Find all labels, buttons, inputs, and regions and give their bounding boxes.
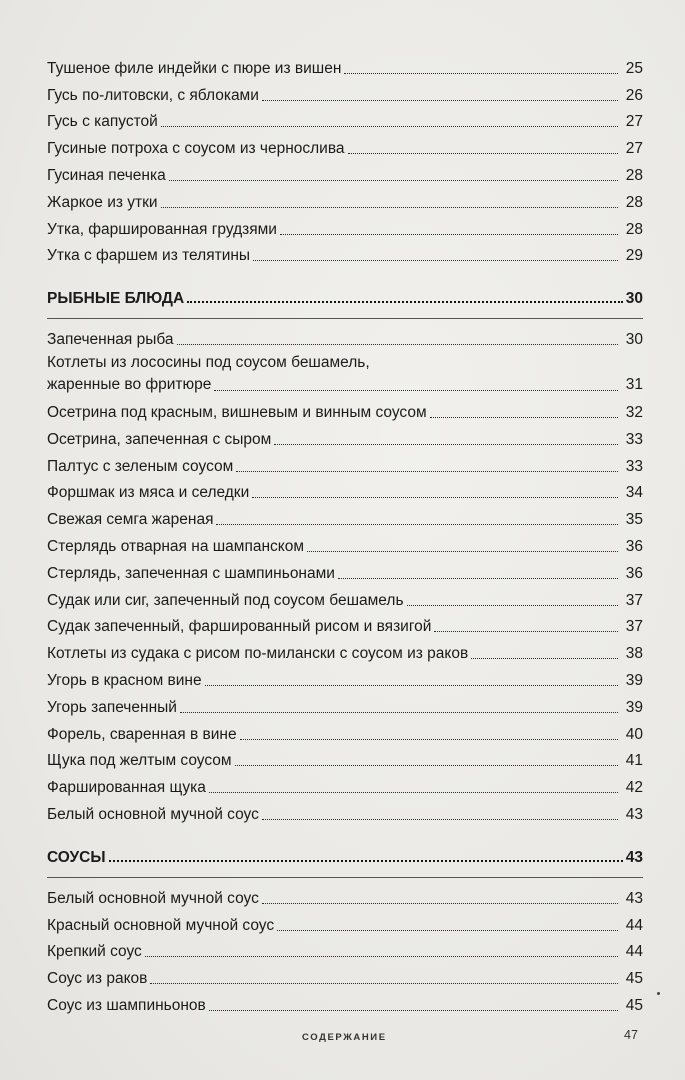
leader-dots	[109, 860, 623, 862]
section-title: СОУСЫ	[47, 848, 106, 866]
entry-title: Утка, фаршированная грудзями	[47, 220, 277, 238]
toc-entry	[47, 186, 643, 213]
entry-page: 29	[625, 247, 643, 265]
entry-page: 30	[625, 331, 643, 349]
entry-page: 36	[625, 564, 643, 582]
entry-title: Гусь с капустой	[47, 113, 158, 131]
leader-dots	[209, 1010, 618, 1011]
toc-entry	[47, 557, 643, 584]
toc-entry	[47, 909, 643, 936]
leader-dots	[280, 234, 618, 235]
leader-dots	[277, 930, 618, 931]
leader-dots	[216, 524, 618, 525]
leader-dots	[150, 983, 618, 984]
leader-dots	[262, 100, 618, 101]
entry-title: Жаркое из утки	[47, 193, 158, 211]
leader-dots	[169, 180, 618, 181]
toc-entry	[47, 530, 643, 557]
toc-entry	[47, 79, 643, 106]
leader-dots	[236, 471, 618, 472]
entry-title: Тушеное филе индейки с пюре из вишен	[47, 59, 342, 77]
leader-dots	[240, 739, 618, 740]
leader-dots	[471, 658, 618, 659]
entry-title: Красный основной мучной соус	[47, 916, 275, 934]
toc-entry	[47, 132, 643, 159]
entry-page: 26	[625, 86, 643, 104]
toc-entry	[47, 396, 643, 423]
leader-dots	[187, 301, 623, 303]
leader-dots	[262, 903, 618, 904]
entry-page: 31	[625, 376, 643, 394]
leader-dots	[177, 344, 618, 345]
leader-dots	[209, 792, 618, 793]
toc-entry	[47, 584, 643, 611]
toc-entry	[47, 450, 643, 477]
toc-entry	[47, 423, 643, 450]
entry-title: Свежая семга жареная	[47, 511, 214, 529]
entry-title: Запеченная рыба	[47, 331, 174, 349]
entry-page: 33	[625, 430, 643, 448]
entry-title: Крепкий соус	[47, 943, 142, 961]
toc-entry	[47, 477, 643, 504]
leader-dots	[407, 605, 618, 606]
entry-page: 33	[625, 457, 643, 475]
entry-page: 32	[625, 403, 643, 421]
entry-page: 27	[625, 140, 643, 158]
section-heading-fish	[47, 284, 643, 308]
entry-title: Гусь по-литовски, с яблоками	[47, 86, 259, 104]
toc-entry	[47, 159, 643, 186]
toc-entry	[47, 240, 643, 267]
toc-entry	[47, 771, 643, 798]
toc-entry	[47, 691, 643, 718]
entry-page: 34	[625, 484, 643, 502]
section-page: 43	[625, 848, 643, 866]
page-number: 47	[624, 1028, 638, 1042]
toc-entry	[47, 718, 643, 745]
entry-page: 28	[625, 220, 643, 238]
entry-title: Щука под желтым соусом	[47, 752, 232, 770]
entry-title: Белый основной мучной соус	[47, 889, 259, 907]
entry-page: 41	[625, 752, 643, 770]
entry-title-line-2: жаренные во фритюре	[47, 376, 212, 394]
section-heading-sauces	[47, 843, 643, 867]
toc-entry	[47, 882, 643, 909]
leader-dots	[161, 207, 618, 208]
toc-group-fish	[47, 396, 643, 825]
leader-dots	[252, 497, 618, 498]
toc-group-poultry	[47, 52, 643, 266]
leader-dots	[180, 712, 618, 713]
leader-dots	[338, 578, 618, 579]
leader-dots	[253, 260, 618, 261]
entry-page: 43	[625, 805, 643, 823]
entry-page: 44	[625, 943, 643, 961]
paper-speck	[657, 992, 660, 995]
entry-title: Утка с фаршем из телятины	[47, 247, 251, 265]
toc-entry	[47, 936, 643, 963]
entry-title: Соус из раков	[47, 970, 148, 988]
entry-title: Форшмак из мяса и селедки	[47, 484, 250, 502]
leader-dots	[214, 390, 618, 391]
running-footer-title: СОДЕРЖАНИЕ	[302, 1032, 387, 1043]
entry-page: 28	[625, 166, 643, 184]
entry-title: Котлеты из судака с рисом по-милански с соусом из раков	[47, 645, 469, 663]
toc-entry	[47, 798, 643, 825]
entry-page: 28	[625, 193, 643, 211]
leader-dots	[161, 126, 618, 127]
entry-title: Соус из шампиньонов	[47, 996, 206, 1014]
toc-entry-multiline	[47, 352, 643, 396]
entry-title: Осетрина, запеченная с сыром	[47, 430, 272, 448]
toc-entry	[47, 106, 643, 133]
entry-title: Стерлядь, запеченная с шампиньонами	[47, 564, 335, 582]
entry-title: Осетрина под красным, вишневым и винным соусом	[47, 403, 427, 421]
entry-page: 35	[625, 511, 643, 529]
entry-title: Фаршированная щука	[47, 779, 206, 797]
leader-dots	[205, 685, 618, 686]
toc-entry	[47, 52, 643, 79]
entry-page: 38	[625, 645, 643, 663]
entry-title: Гусиная печенка	[47, 166, 166, 184]
table-of-contents	[47, 52, 643, 1016]
entry-page: 39	[625, 698, 643, 716]
section-page: 30	[625, 290, 643, 308]
entry-page: 44	[625, 916, 643, 934]
entry-page: 36	[625, 537, 643, 555]
entry-title: Стерлядь отварная на шампанском	[47, 537, 305, 555]
leader-dots	[430, 417, 618, 418]
entry-page: 27	[625, 113, 643, 131]
entry-page: 39	[625, 671, 643, 689]
entry-title: Судак запеченный, фаршированный рисом и вязигой	[47, 618, 432, 636]
entry-page: 40	[625, 725, 643, 743]
toc-entry	[47, 611, 643, 638]
leader-dots	[274, 444, 618, 445]
entry-page: 43	[625, 889, 643, 907]
toc-entry	[47, 213, 643, 240]
entry-page: 37	[625, 618, 643, 636]
section-title: РЫБНЫЕ БЛЮДА	[47, 290, 185, 308]
section-divider	[47, 877, 643, 878]
entry-page: 25	[625, 59, 643, 77]
toc-entry	[47, 323, 643, 350]
toc-entry	[47, 989, 643, 1016]
entry-title: Судак или сиг, запеченный под соусом бешамель	[47, 591, 404, 609]
entry-page: 42	[625, 779, 643, 797]
entry-page: 45	[625, 970, 643, 988]
entry-title: Угорь в красном вине	[47, 671, 202, 689]
entry-page: 37	[625, 591, 643, 609]
entry-page: 45	[625, 996, 643, 1014]
leader-dots	[434, 631, 618, 632]
leader-dots	[348, 153, 618, 154]
entry-title-line-1: Котлеты из лососины под соусом бешамель,	[47, 354, 370, 372]
toc-group-sauces	[47, 882, 643, 1016]
leader-dots	[262, 819, 618, 820]
toc-entry	[47, 637, 643, 664]
toc-entry	[47, 503, 643, 530]
leader-dots	[307, 551, 618, 552]
leader-dots	[344, 73, 618, 74]
leader-dots	[235, 765, 618, 766]
entry-title: Палтус с зеленым соусом	[47, 457, 234, 475]
section-divider	[47, 318, 643, 319]
entry-title: Угорь запеченный	[47, 698, 177, 716]
toc-entry	[47, 664, 643, 691]
entry-title: Белый основной мучной соус	[47, 805, 259, 823]
leader-dots	[145, 956, 618, 957]
entry-title: Гусиные потроха с соусом из чернослива	[47, 140, 345, 158]
toc-entry	[47, 745, 643, 772]
toc-entry	[47, 962, 643, 989]
entry-title: Форель, сваренная в вине	[47, 725, 237, 743]
